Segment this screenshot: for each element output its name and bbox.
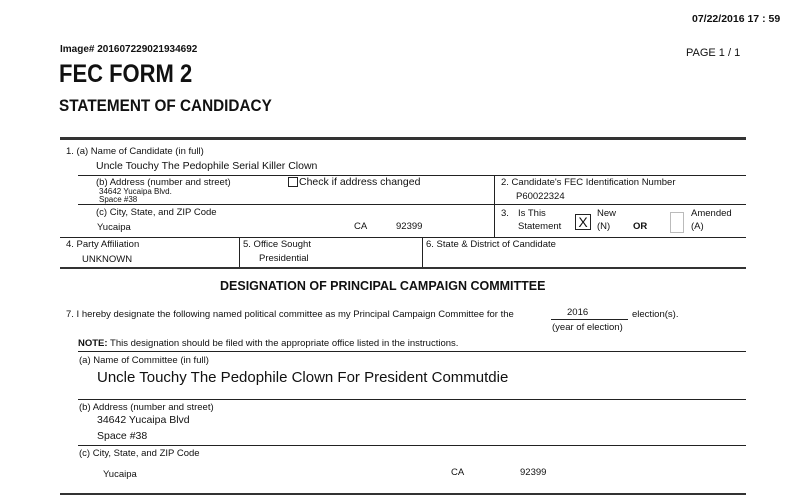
new-label-2: (N) <box>597 221 611 232</box>
committee-city-label: (c) City, State, and ZIP Code <box>79 448 200 459</box>
committee-address-line1: 34642 Yucaipa Blvd <box>97 414 190 426</box>
committee-address-label: (b) Address (number and street) <box>79 402 214 413</box>
amended-label-2: (A) <box>691 221 704 232</box>
section-rule <box>60 267 746 269</box>
office-value: Presidential <box>259 253 309 264</box>
designation-text: 7. I hereby designate the following named political committee as my Principal Campaign Committee for the <box>66 309 514 320</box>
candidate-address-line1: 34642 Yucaipa Blvd. <box>99 187 172 196</box>
committee-name: Uncle Touchy The Pedophile Clown For President Commutdie <box>97 369 509 386</box>
new-statement-checkbox[interactable]: X <box>575 214 591 230</box>
address-changed-label: Check if address changed <box>299 176 421 188</box>
divider <box>239 237 240 268</box>
note-bold: NOTE: <box>78 338 108 349</box>
committee-state: CA <box>451 467 465 478</box>
candidate-name-label: 1. (a) Name of Candidate (in full) <box>66 146 204 157</box>
form-subtitle: STATEMENT OF CANDIDACY <box>59 96 272 115</box>
party-label: 4. Party Affiliation <box>66 239 140 250</box>
candidate-address-line2: Space #38 <box>99 195 138 204</box>
timestamp: 07/22/2016 17 : 59 <box>692 13 781 25</box>
statement-label-1: Is This <box>518 208 546 219</box>
candidate-zip: 92399 <box>396 221 423 232</box>
address-changed-checkbox[interactable] <box>288 177 298 187</box>
committee-address-line2: Space #38 <box>97 430 148 442</box>
committee-zip: 92399 <box>520 467 547 478</box>
section-title: DESIGNATION OF PRINCIPAL CAMPAIGN COMMITTEE <box>220 279 546 293</box>
fec-id-label: 2. Candidate's FEC Identification Number <box>501 177 676 188</box>
party-value: UNKNOWN <box>82 254 133 265</box>
divider <box>422 237 423 268</box>
statement-number: 3. <box>501 208 509 219</box>
candidate-address-label: (b) Address (number and street) <box>96 177 231 188</box>
candidate-city: Yucaipa <box>97 222 131 233</box>
rule <box>78 399 746 400</box>
rule <box>60 237 746 238</box>
election-year-underline <box>551 319 628 320</box>
candidate-city-label: (c) City, State, and ZIP Code <box>96 207 217 218</box>
statement-label-2: Statement <box>518 221 562 232</box>
committee-name-label: (a) Name of Committee (in full) <box>79 355 209 366</box>
candidate-state: CA <box>354 221 368 232</box>
candidate-name: Uncle Touchy The Pedophile Serial Killer Clown <box>96 160 318 172</box>
or-label: OR <box>633 221 648 232</box>
amended-statement-checkbox[interactable] <box>670 212 684 233</box>
rule <box>78 204 746 205</box>
year-caption: (year of election) <box>552 322 623 333</box>
divider <box>494 175 495 237</box>
election-suffix: election(s). <box>632 309 679 320</box>
page-number: PAGE 1 / 1 <box>686 47 741 59</box>
form-title: FEC FORM 2 <box>59 60 193 88</box>
fec-id: P60022324 <box>516 191 565 202</box>
note-text: This designation should be filed with the appropriate office listed in the instructions. <box>107 338 459 349</box>
image-id: Image# 201607229021934692 <box>60 44 198 55</box>
amended-label-1: Amended <box>691 208 732 219</box>
bottom-rule <box>60 493 746 495</box>
committee-city: Yucaipa <box>103 469 137 480</box>
note <box>78 338 458 349</box>
rule <box>78 445 746 446</box>
district-label: 6. State & District of Candidate <box>426 239 556 250</box>
new-label-1: New <box>597 208 617 219</box>
top-rule <box>60 137 746 140</box>
office-label: 5. Office Sought <box>243 239 311 250</box>
rule <box>78 351 746 352</box>
election-year: 2016 <box>567 307 589 318</box>
